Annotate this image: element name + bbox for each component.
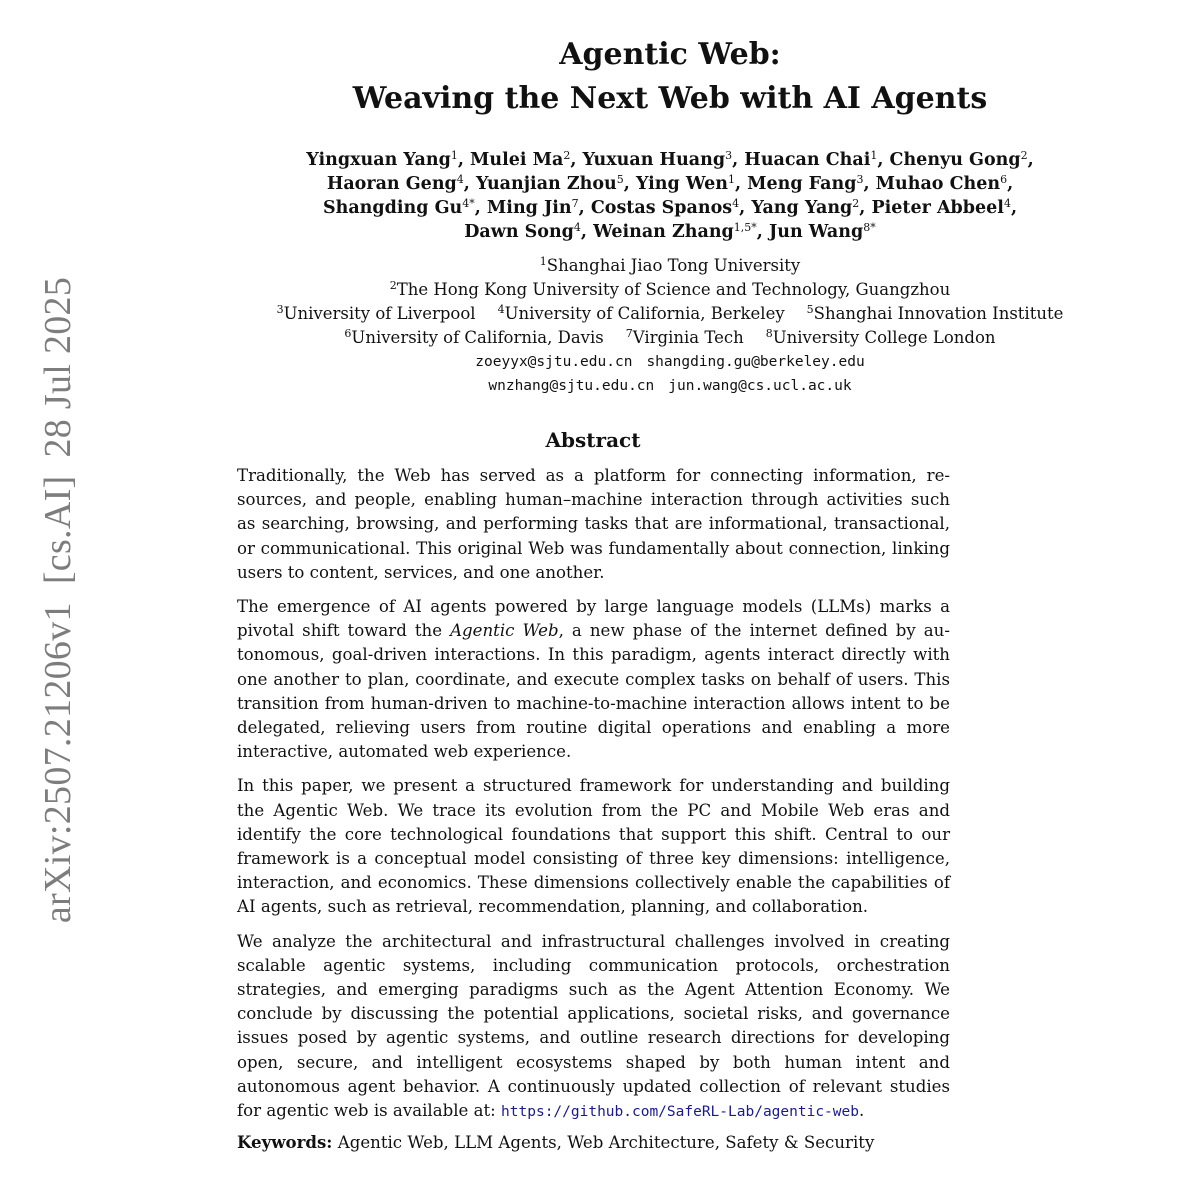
author <box>476 174 624 194</box>
author <box>871 198 1010 218</box>
abstract-heading: Abstract <box>545 428 641 452</box>
author-affiliation-mark: 4 <box>573 221 581 234</box>
author-separator: , <box>1007 174 1014 194</box>
author-affiliation-mark: 2 <box>563 149 571 162</box>
abstract-p4-text: We analyze the architectural and infrastructural challenges involved in creating scalable agentic systems, including communication protocols, orchestration strategies, and emerging paradigms such as the Agent Attention Economy. We conclude by discussing the potential applications, societal risks, and governance issues posed by agentic systems, and outline research directions for developing open, secure, and intelligent ecosystems shaped by both human intent and autonomous agent behavior. A continuously updated collection of relevant studies for agentic web is available at: <box>237 931 950 1121</box>
author-affiliation-mark: 1 <box>450 149 458 162</box>
author-separator: , <box>1010 198 1018 218</box>
author-name: Haoran Geng <box>326 174 457 194</box>
author <box>583 150 733 170</box>
affiliation-mark: 7 <box>625 327 633 340</box>
email-line <box>170 350 1170 374</box>
author-name: Yingxuan Yang <box>306 150 451 170</box>
affiliation-mark: 5 <box>806 303 814 316</box>
author-name: Pieter Abbeel <box>871 198 1004 218</box>
author-line <box>170 148 1170 172</box>
author-affiliation-mark: 3 <box>725 149 733 162</box>
author <box>487 198 579 218</box>
affiliation <box>344 328 603 347</box>
author <box>591 198 739 218</box>
author <box>751 198 859 218</box>
keywords-label: Keywords: <box>237 1132 333 1152</box>
author <box>747 174 863 194</box>
author-affiliation-mark: 2 <box>1020 149 1028 162</box>
email-address[interactable]: jun.wang@cs.ucl.ac.uk <box>668 378 852 394</box>
author-affiliation-mark: 5 <box>616 173 624 186</box>
keywords-line <box>237 1130 950 1155</box>
author-separator: , <box>863 174 876 194</box>
arxiv-side-stamp <box>36 277 80 923</box>
author <box>593 222 757 242</box>
email-list <box>170 350 1170 398</box>
author-separator: , <box>877 150 890 170</box>
author <box>306 150 458 170</box>
author-affiliation-mark: 1,5* <box>733 221 757 234</box>
author-name: Muhao Chen <box>875 174 1001 194</box>
affiliation <box>390 280 950 299</box>
affiliation-name: Shanghai Jiao Tong University <box>546 256 801 275</box>
github-link[interactable]: https://github.com/SafeRL-Lab/agentic-web <box>501 1104 859 1121</box>
author-separator: , <box>580 222 594 242</box>
author-name: Yuanjian Zhou <box>475 174 617 194</box>
author-separator: , <box>756 222 769 242</box>
email-address[interactable]: zoeyyx@sjtu.edu.cn <box>475 354 633 370</box>
author <box>636 174 735 194</box>
author-name: Mulei Ma <box>470 150 564 170</box>
arxiv-category: [cs.AI] <box>37 475 79 585</box>
author-separator: , <box>474 198 487 218</box>
author-separator: , <box>1027 150 1034 170</box>
affiliation-line <box>170 326 1170 350</box>
email-address[interactable]: shangding.gu@berkeley.edu <box>646 354 865 370</box>
affiliation-name: University of California, Davis <box>351 328 604 347</box>
affiliation-line <box>170 302 1170 326</box>
author-name: Shangding Gu <box>322 198 463 218</box>
affiliation-line <box>170 254 1170 278</box>
agentic-web-term: Agentic Web <box>450 621 559 641</box>
author-name: Meng Fang <box>747 174 857 194</box>
author-name: Huacan Chai <box>744 150 871 170</box>
author <box>876 174 1007 194</box>
author-list <box>170 148 1170 244</box>
author <box>744 150 877 170</box>
arxiv-id: arXiv:2507.21206v1 <box>37 602 79 924</box>
affiliation-mark: 3 <box>276 303 284 316</box>
author <box>470 150 570 170</box>
author-affiliation-mark: 8* <box>863 221 876 234</box>
abstract-p2-text-a: The emergence of AI agents powered by large language models (LLMs) marks a pivotal shift toward the <box>237 597 950 641</box>
author-name: Ming Jin <box>486 198 572 218</box>
author-separator: , <box>578 198 591 218</box>
author-name: Costas Spanos <box>590 198 733 218</box>
abstract-paragraph-4 <box>237 930 950 1125</box>
keywords-text: Agentic Web, LLM Agents, Web Architecture, Safety & Security <box>337 1133 875 1152</box>
arxiv-date: 28 Jul 2025 <box>37 276 79 458</box>
author <box>464 222 581 242</box>
author-affiliation-mark: 4 <box>456 173 464 186</box>
author-affiliation-mark: 6 <box>1000 173 1008 186</box>
author-affiliation-mark: 3 <box>856 173 864 186</box>
affiliation-name: The Hong Kong University of Science and Technology, Guangzhou <box>396 280 951 299</box>
author-separator: , <box>732 150 745 170</box>
affiliation-name: Shanghai Innovation Institute <box>813 304 1064 323</box>
abstract-p4-end: . <box>858 1101 865 1121</box>
author-name: Yang Yang <box>751 198 853 218</box>
affiliation-name: University of California, Berkeley <box>504 304 785 323</box>
author-separator: , <box>734 174 748 194</box>
author-affiliation-mark: 2 <box>852 197 860 210</box>
abstract-paragraph-3: In this paper, we present a structured framework for understanding and building the Agentic Web. We trace its evolution from the PC and Mobile Web eras and identify the core technological foundations that support this shift. Central to our framework is a conceptual model consisting of three key dimensions: intelligence, interaction, and economics. These dimensions collectively enable the capabilities of AI agents, such as retrieval, recommendation, planning, and collaboration. <box>237 776 950 917</box>
affiliation-mark: 2 <box>389 279 397 292</box>
abstract-paragraph-1: Traditionally, the Web has served as a platform for connecting information, resources, and people, enabling human–machine interaction through activities such as searching, browsing, and performing tasks that are informational, transactional, or communicational. This original Web was fundamentally about connection, linking users to content, services, and one another. <box>237 466 950 582</box>
affiliation-mark: 6 <box>344 327 352 340</box>
abstract-p2-text-b: , a new phase of the internet defined by autonomous, goal-driven interactions. In this paradigm, agents interact directly with one another to plan, coordinate, and execute complex tasks on behalf of users. This transition from human-driven to machine-to-machine interaction allows intent to be delegated, relieving users from routine digital operations and enabling a more interactive, automated web experience. <box>237 621 950 762</box>
affiliation-mark: 1 <box>539 255 547 268</box>
affiliation-list <box>170 254 1170 350</box>
author-affiliation-mark: 4 <box>732 197 740 210</box>
author <box>327 174 464 194</box>
author-affiliation-mark: 1 <box>870 149 878 162</box>
author <box>890 150 1028 170</box>
abstract-paragraph-2 <box>237 595 950 764</box>
affiliation <box>540 256 800 275</box>
author-name: Yuxuan Huang <box>582 150 726 170</box>
affiliation <box>498 304 785 323</box>
author-name: Chenyu Gong <box>889 150 1021 170</box>
title-line-1: Agentic Web: <box>559 37 781 72</box>
author-line <box>170 196 1170 220</box>
title-line-2: Weaving the Next Web with AI Agents <box>352 81 988 116</box>
paper-title <box>170 33 1170 121</box>
affiliation <box>626 328 744 347</box>
author-separator: , <box>859 198 872 218</box>
affiliation-name: University of Liverpool <box>283 304 476 323</box>
affiliation <box>277 304 476 323</box>
author-name: Dawn Song <box>464 222 574 242</box>
author <box>323 198 475 218</box>
author-name: Jun Wang <box>768 222 864 242</box>
affiliation-mark: 4 <box>497 303 505 316</box>
affiliation-mark: 8 <box>765 327 773 340</box>
author-separator: , <box>739 198 752 218</box>
author-affiliation-mark: 7 <box>571 197 579 210</box>
author-affiliation-mark: 4 <box>1003 197 1011 210</box>
affiliation <box>766 328 996 347</box>
email-address[interactable]: wnzhang@sjtu.edu.cn <box>488 378 655 394</box>
author-separator: , <box>570 150 583 170</box>
author-separator: , <box>463 174 476 194</box>
author-line <box>170 220 1170 244</box>
author-line <box>170 172 1170 196</box>
affiliation <box>807 304 1064 323</box>
author-separator: , <box>457 150 471 170</box>
author-affiliation-mark: 1 <box>727 173 735 186</box>
author <box>769 222 876 242</box>
author-separator: , <box>623 174 636 194</box>
affiliation-line <box>170 278 1170 302</box>
abstract-body <box>237 464 950 1134</box>
author-affiliation-mark: 4* <box>462 197 475 210</box>
affiliation-name: University College London <box>772 328 996 347</box>
email-line <box>170 374 1170 398</box>
affiliation-name: Virginia Tech <box>632 328 744 347</box>
author-name: Ying Wen <box>635 174 728 194</box>
author-name: Weinan Zhang <box>593 222 734 242</box>
